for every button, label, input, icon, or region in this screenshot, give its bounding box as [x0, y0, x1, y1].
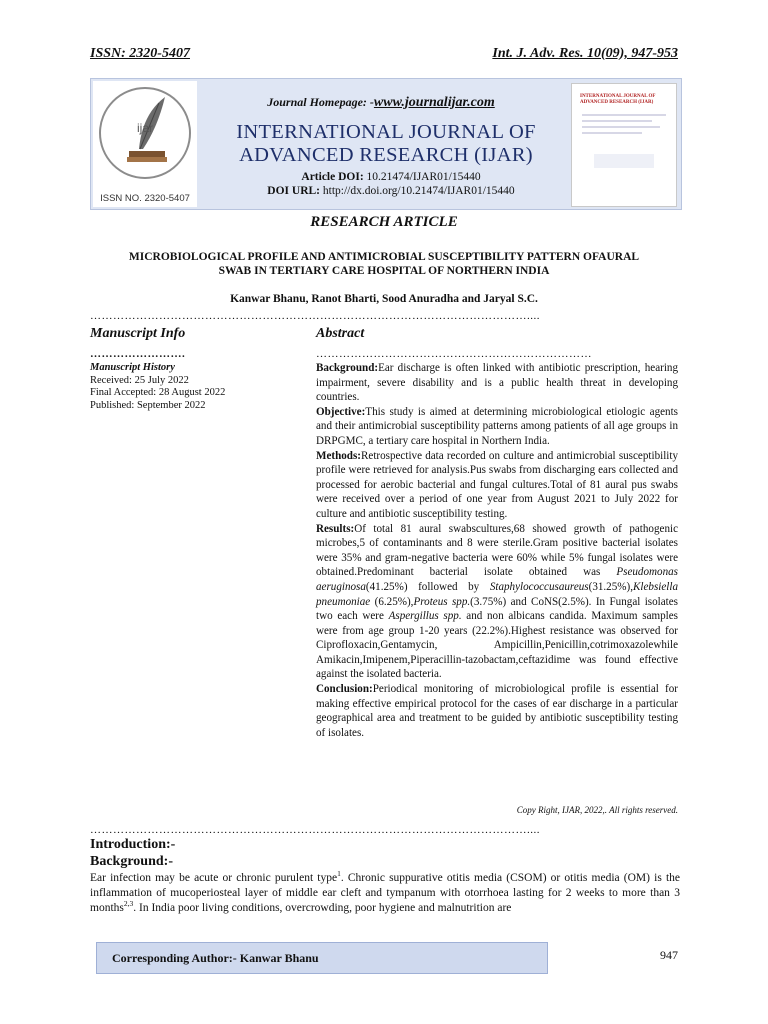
corresponding-author: Corresponding Author:- Kanwar Bhanu	[112, 951, 319, 965]
methods-text: Retrospective data recorded on culture and antimicrobial susceptibility profile were retrieved for analysis.Pus swabs from discharging ears collected and processed for aerobic bacterial and fungal cultures.Total of 81 aural pus swabs were received over a period of one year from August 2021 to July 2022 for culture and antibiotic susceptibility testing.	[316, 449, 678, 520]
conclusion-text: Periodical monitoring of microbiological profile is essential for making effective empirical protocol for the cases of ear discharge in a particular geographical area and treatment to be guided by antibiotic susceptibility testing of isolates.	[316, 683, 678, 739]
doi-url-link[interactable]: http://dx.doi.org/10.21474/IJAR01/15440	[322, 185, 515, 197]
results-text: (41.25%) followed by	[365, 580, 490, 593]
conclusion-label: Conclusion:	[316, 683, 373, 696]
abstract-body	[316, 361, 678, 740]
abstract-methods	[316, 449, 678, 522]
introduction-paragraph	[90, 871, 680, 916]
results-label: Results:	[316, 522, 355, 535]
objective-text: This study is aimed at determining microbiological etiologic agents and their antimicrobial susceptibility patterns among patients of all age groups in DRPGMC, a tertiary care hospital in Northern India.	[316, 405, 678, 447]
citation-ref[interactable]: 2,3	[123, 899, 134, 909]
abstract-background	[316, 361, 678, 405]
abstract-heading: Abstract	[316, 326, 365, 341]
article-authors: Kanwar Bhanu, Ranot Bharti, Sood Anuradha and Jaryal S.C.	[230, 293, 538, 305]
separator-top: ……………………………………………………………………………………………………....	[90, 310, 540, 322]
manuscript-info-heading: Manuscript Info	[90, 326, 186, 341]
journal-title	[203, 121, 569, 167]
cover-graphic	[594, 154, 654, 168]
journal-homepage	[211, 95, 551, 111]
article-title-line1: MICROBIOLOGICAL PROFILE AND ANTIMICROBIAL SUSCEPTIBILITY PATTERN OFAURAL	[128, 251, 640, 263]
cover-title: INTERNATIONAL JOURNAL OF ADVANCED RESEARCH (IJAR)	[580, 94, 656, 105]
received-date: Received: 25 July 2022	[90, 374, 189, 386]
organism-name: Staphylococcusaureus	[489, 580, 589, 593]
article-title	[96, 250, 672, 278]
homepage-link[interactable]: www.journalijar.com	[373, 95, 495, 110]
organism-name: Klebsiella pneumoniae	[316, 580, 678, 608]
background-text: Ear discharge is often linked with antibiotic prescription, hearing impairment, severe disability and is a public health threat in developing countries.	[316, 362, 678, 404]
doi-url-label: DOI URL:	[267, 185, 321, 197]
results-text: (6.25%),	[370, 595, 414, 608]
background-subheading: Background:-	[90, 854, 173, 869]
cover-line	[582, 126, 660, 128]
cover-line	[582, 114, 666, 116]
cover-line	[582, 132, 642, 134]
journal-banner	[90, 78, 682, 210]
results-text: Of total 81 aural swabscultures,68 showed growth of pathogenic microbes,5 of contaminants and 8 were sterile.Gram positive bacterial isolates were 35% and gram-negative bacteria were 60% while 5% fungal isolates were obtained.Predominant bacterial isolate obtained was	[316, 522, 678, 579]
issn-text: ISSN: 2320-5407	[90, 46, 190, 61]
copyright-notice: Copy Right, IJAR, 2022,. All rights reserved.	[516, 805, 678, 815]
separator-bottom: ……………………………………………………………………………………………………....	[90, 824, 540, 836]
doi-block	[211, 170, 571, 198]
page-number: 947	[660, 948, 678, 962]
abstract-conclusion	[316, 682, 678, 740]
corresponding-author-box	[96, 942, 548, 974]
citation-ref[interactable]: 1	[337, 869, 341, 879]
intro-text: . In India poor living conditions, overcrowding, poor hygiene and malnutrition are	[133, 902, 512, 914]
results-text: (3.75%) and CoNS(2.5%). In Fungal isolates two each were	[316, 595, 679, 623]
article-type: RESEARCH ARTICLE	[310, 214, 458, 230]
article-title-line2: SWAB IN TERTIARY CARE HOSPITAL OF NORTHERN INDIA	[218, 265, 550, 277]
published-date: Published: September 2022	[90, 399, 206, 411]
journal-cover-thumbnail	[571, 83, 677, 207]
journal-title-line1: INTERNATIONAL JOURNAL OF	[236, 121, 536, 143]
organism-name: Aspergillus spp.	[388, 610, 462, 623]
abstract-dots: ………………………………………………………………	[316, 348, 592, 360]
logo-issn: ISSN NO. 2320-5407	[100, 193, 190, 204]
organism-name: Proteus spp.	[413, 595, 471, 608]
abstract-objective	[316, 405, 678, 449]
objective-label: Objective:	[316, 405, 366, 418]
ijar-logo	[93, 81, 197, 207]
homepage-label: Journal Homepage: -	[267, 95, 374, 109]
introduction-heading: Introduction:-	[90, 837, 176, 852]
doi-value: 10.21474/IJAR01/15440	[366, 171, 481, 183]
doi-label: Article DOI:	[301, 171, 364, 183]
manuscript-history-heading: Manuscript History	[90, 362, 175, 373]
intro-text: Ear infection may be acute or chronic purulent type	[90, 872, 338, 884]
journal-title-line2: ADVANCED RESEARCH (IJAR)	[239, 144, 533, 166]
running-header	[90, 46, 678, 62]
abstract-results	[316, 522, 678, 683]
results-text: (31.25%),	[588, 580, 633, 593]
citation-text: Int. J. Adv. Res. 10(09), 947-953	[492, 46, 678, 61]
accepted-date: Final Accepted: 28 August 2022	[90, 387, 226, 399]
organism-name: Pseudomonas aeruginosa	[316, 566, 678, 593]
methods-label: Methods:	[316, 449, 361, 462]
manuscript-history	[90, 362, 225, 412]
logo-word: ijar	[136, 121, 153, 135]
manuscript-info-dots: …………………….	[90, 348, 186, 360]
results-text: and non albicans candida. Maximum samples were from age group 1-20 years (22.2%).Highest resistance was observed for Ciprofloxacin,Gentamycin, Ampicillin,Penicillin,cotrimoxazolewhile Amikacin,Imipenem,Piperacillin-tazobactam,ceftazidime was found effective against the isolated bacteria.	[316, 610, 678, 681]
background-label: Background:	[316, 362, 379, 374]
intro-text: . Chronic suppurative otitis media (CSOM) or otitis media (OM) is the inflammation of mucoperiosteal layer of middle ear cleft and tympanum with otorrhoea lasting for 2 weeks to more than 3 months	[90, 872, 681, 914]
cover-line	[582, 120, 652, 122]
